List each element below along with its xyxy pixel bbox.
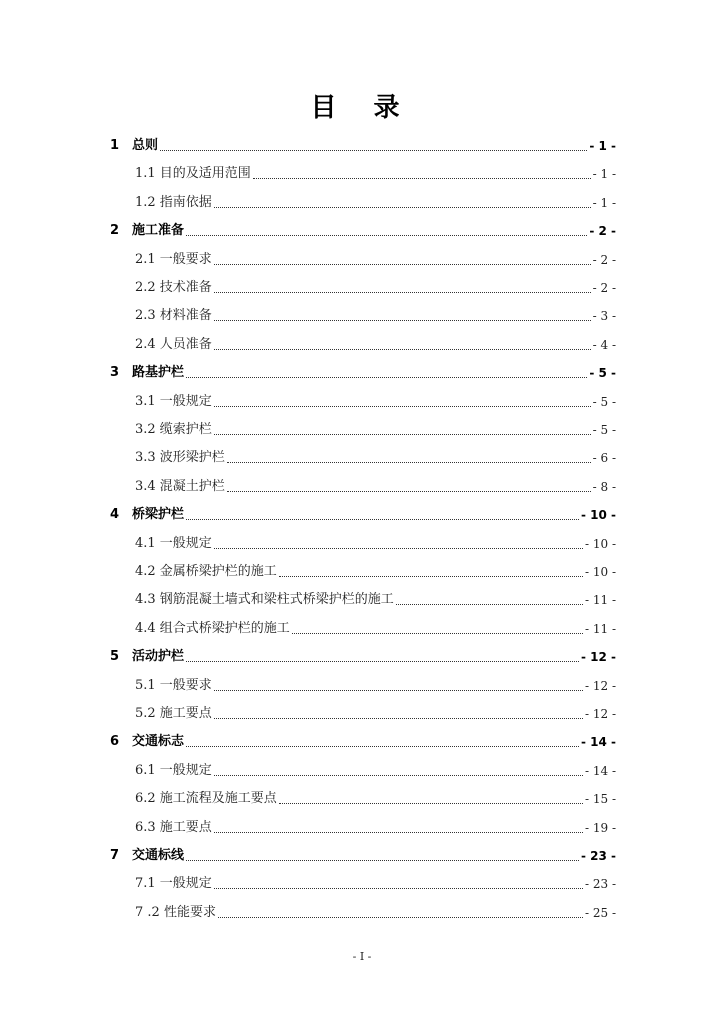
dot-leader	[227, 490, 591, 492]
toc-page-number: - 5 -	[592, 423, 616, 437]
toc-section-entry[interactable]	[0, 552, 616, 580]
toc-section-entry[interactable]	[0, 808, 616, 836]
toc-page-number: - 5 -	[592, 395, 616, 409]
page-title: 目 录	[310, 93, 414, 123]
toc-chapter-entry[interactable]	[0, 353, 616, 381]
dot-leader	[292, 632, 583, 634]
dot-leader	[186, 745, 579, 747]
toc-section-entry[interactable]	[0, 779, 616, 807]
toc-chapter-entry[interactable]	[0, 722, 616, 750]
toc-section-entry[interactable]	[0, 864, 616, 892]
toc-page-number: - 4 -	[592, 338, 616, 352]
toc-entry-text: 5.1 一般要求	[135, 678, 212, 693]
toc-page-number: - 25 -	[584, 906, 616, 920]
toc-entry-text: 6.2 施工流程及施工要点	[135, 791, 277, 806]
toc-section-entry[interactable]	[0, 325, 616, 353]
toc-entry-title	[135, 621, 290, 637]
dot-leader	[186, 518, 579, 520]
dot-leader	[279, 802, 583, 804]
toc-entry-text: 交通标志	[132, 734, 185, 749]
toc-page-number: - 3 -	[592, 309, 616, 323]
toc-entry-title	[135, 592, 394, 608]
toc-entry-text: 4.4 组合式桥梁护栏的施工	[135, 621, 290, 636]
toc-entry-text: 6.3 施工要点	[135, 820, 212, 835]
toc-page-number: - 15 -	[584, 792, 616, 806]
toc-page-number: - 11 -	[584, 622, 616, 636]
toc-page-number: - 19 -	[584, 821, 616, 835]
dot-leader	[186, 376, 587, 378]
toc-entry-title	[135, 337, 212, 353]
toc-entry-text: 4.2 金属桥梁护栏的施工	[135, 564, 277, 579]
toc-entry-text: 2.2 技术准备	[135, 280, 212, 295]
dot-leader	[186, 660, 579, 662]
toc-chapter-entry[interactable]	[0, 637, 616, 665]
toc-entry-title	[135, 905, 216, 921]
toc-page-number: - 5 -	[589, 366, 616, 380]
toc-entry-text: 施工准备	[132, 223, 185, 238]
dot-leader	[214, 291, 591, 293]
toc-entry-text: 2.1 一般要求	[135, 252, 212, 267]
toc-entry-text: 交通标线	[132, 848, 185, 863]
dot-leader	[214, 206, 591, 208]
toc-entry-text: 2.3 材料准备	[135, 308, 212, 323]
dot-leader	[214, 831, 583, 833]
toc-page-number: - 11 -	[584, 593, 616, 607]
dot-leader	[227, 461, 591, 463]
toc-page-number: - 14 -	[584, 764, 616, 778]
toc-section-entry[interactable]	[0, 410, 616, 438]
dot-leader	[214, 319, 591, 321]
toc-section-entry[interactable]	[0, 467, 616, 495]
toc-entry-title	[135, 820, 212, 836]
toc-chapter-number: 5	[110, 649, 120, 664]
toc-entry-title	[135, 280, 212, 296]
dot-leader	[214, 405, 591, 407]
toc-chapter-entry[interactable]	[0, 495, 616, 523]
toc-entry-title	[135, 450, 225, 466]
toc-page-number: - 10 -	[580, 508, 616, 522]
toc-entry-title	[110, 848, 184, 864]
toc-page-number: - 23 -	[584, 877, 616, 891]
toc-section-entry[interactable]	[0, 666, 616, 694]
toc-entry-title	[110, 507, 184, 523]
toc-entry-title	[135, 791, 277, 807]
toc-chapter-entry[interactable]	[0, 211, 616, 239]
toc-page-number: - 2 -	[589, 224, 616, 238]
toc-page-number: - 8 -	[592, 480, 616, 494]
toc-entry-text: 1.2 指南依据	[135, 195, 212, 210]
dot-leader	[214, 689, 583, 691]
toc-section-entry[interactable]	[0, 893, 616, 921]
toc-chapter-number: 2	[110, 223, 120, 238]
toc-entry-title	[110, 734, 184, 750]
toc-section-entry[interactable]	[0, 609, 616, 637]
dot-leader	[186, 234, 587, 236]
toc-entry-text: 桥梁护栏	[132, 507, 185, 522]
dot-leader	[253, 177, 591, 179]
toc-entry-title	[135, 536, 212, 552]
dot-leader	[214, 348, 591, 350]
dot-leader	[186, 859, 579, 861]
toc-chapter-number: 6	[110, 734, 120, 749]
toc-page-number: - 23 -	[580, 849, 616, 863]
toc-section-entry[interactable]	[0, 183, 616, 211]
dot-leader	[218, 916, 583, 918]
toc-entry-title	[110, 649, 184, 665]
toc-entry-text: 3.4 混凝土护栏	[135, 479, 225, 494]
toc-entry-text: 3.3 波形梁护栏	[135, 450, 225, 465]
toc-entry-text: 4.1 一般规定	[135, 536, 212, 551]
toc-entry-title	[135, 195, 212, 211]
toc-entry-text: 总则	[132, 138, 159, 153]
toc-section-entry[interactable]	[0, 438, 616, 466]
toc-page-number: - 10 -	[584, 537, 616, 551]
toc-page-number: - 1 -	[589, 139, 616, 153]
toc-entry-text: 3.2 缆索护栏	[135, 422, 212, 437]
dot-leader	[214, 433, 591, 435]
toc-entry-title	[110, 223, 184, 239]
toc-entry-title	[135, 252, 212, 268]
toc-page-number: - 1 -	[592, 167, 616, 181]
toc-page-number: - 6 -	[592, 451, 616, 465]
toc-entry-title	[135, 564, 277, 580]
toc-page-number: - 10 -	[584, 565, 616, 579]
toc-entry-text: 2.4 人员准备	[135, 337, 212, 352]
toc-page-number: - 2 -	[592, 281, 616, 295]
toc-entry-text: 4.3 钢筋混凝土墙式和梁柱式桥梁护栏的施工	[135, 592, 394, 607]
toc-entry-title	[110, 365, 184, 381]
dot-leader	[279, 575, 583, 577]
toc-page-number: - 14 -	[580, 735, 616, 749]
toc-chapter-entry[interactable]	[0, 836, 616, 864]
toc-entry-title	[135, 422, 212, 438]
footer-page-number: - I -	[352, 950, 372, 963]
toc-entry-title	[135, 479, 225, 495]
toc-entry-text: 路基护栏	[132, 365, 185, 380]
toc-section-entry[interactable]	[0, 154, 616, 182]
toc-entry-text: 3.1 一般规定	[135, 394, 212, 409]
toc-entry-title	[135, 763, 212, 779]
toc-entry-title	[135, 166, 251, 182]
toc-page-number: - 12 -	[584, 679, 616, 693]
dot-leader	[214, 263, 591, 265]
toc-page-number: - 1 -	[592, 196, 616, 210]
toc-entry-text: 7.1 一般规定	[135, 876, 212, 891]
toc-chapter-number: 4	[110, 507, 120, 522]
toc-chapter-entry[interactable]	[0, 126, 616, 154]
toc-section-entry[interactable]	[0, 296, 616, 324]
toc-section-entry[interactable]	[0, 268, 616, 296]
toc-entry-title	[110, 138, 158, 154]
toc-entry-text: 7 .2 性能要求	[135, 905, 216, 920]
toc-section-entry[interactable]	[0, 240, 616, 268]
toc-section-entry[interactable]	[0, 751, 616, 779]
toc-chapter-number: 7	[110, 848, 120, 863]
toc-entry-title	[135, 394, 212, 410]
toc-entry-title	[135, 308, 212, 324]
toc-entry-title	[135, 678, 212, 694]
dot-leader	[214, 547, 583, 549]
toc-entry-text: 5.2 施工要点	[135, 706, 212, 721]
dot-leader	[214, 774, 583, 776]
toc-entry-text: 6.1 一般规定	[135, 763, 212, 778]
toc-page-number: - 2 -	[592, 253, 616, 267]
dot-leader	[214, 717, 583, 719]
toc-section-entry[interactable]	[0, 382, 616, 410]
toc-chapter-number: 3	[110, 365, 120, 380]
dot-leader	[160, 149, 587, 151]
toc-page-number: - 12 -	[580, 650, 616, 664]
toc-section-entry[interactable]	[0, 580, 616, 608]
toc-section-entry[interactable]	[0, 694, 616, 722]
dot-leader	[214, 887, 583, 889]
toc-page-number: - 12 -	[584, 707, 616, 721]
toc-section-entry[interactable]	[0, 524, 616, 552]
toc-entry-text: 1.1 目的及适用范围	[135, 166, 251, 181]
toc-chapter-number: 1	[110, 138, 120, 153]
toc-entry-title	[135, 706, 212, 722]
toc-entry-title	[135, 876, 212, 892]
toc-entry-text: 活动护栏	[132, 649, 185, 664]
dot-leader	[396, 603, 583, 605]
